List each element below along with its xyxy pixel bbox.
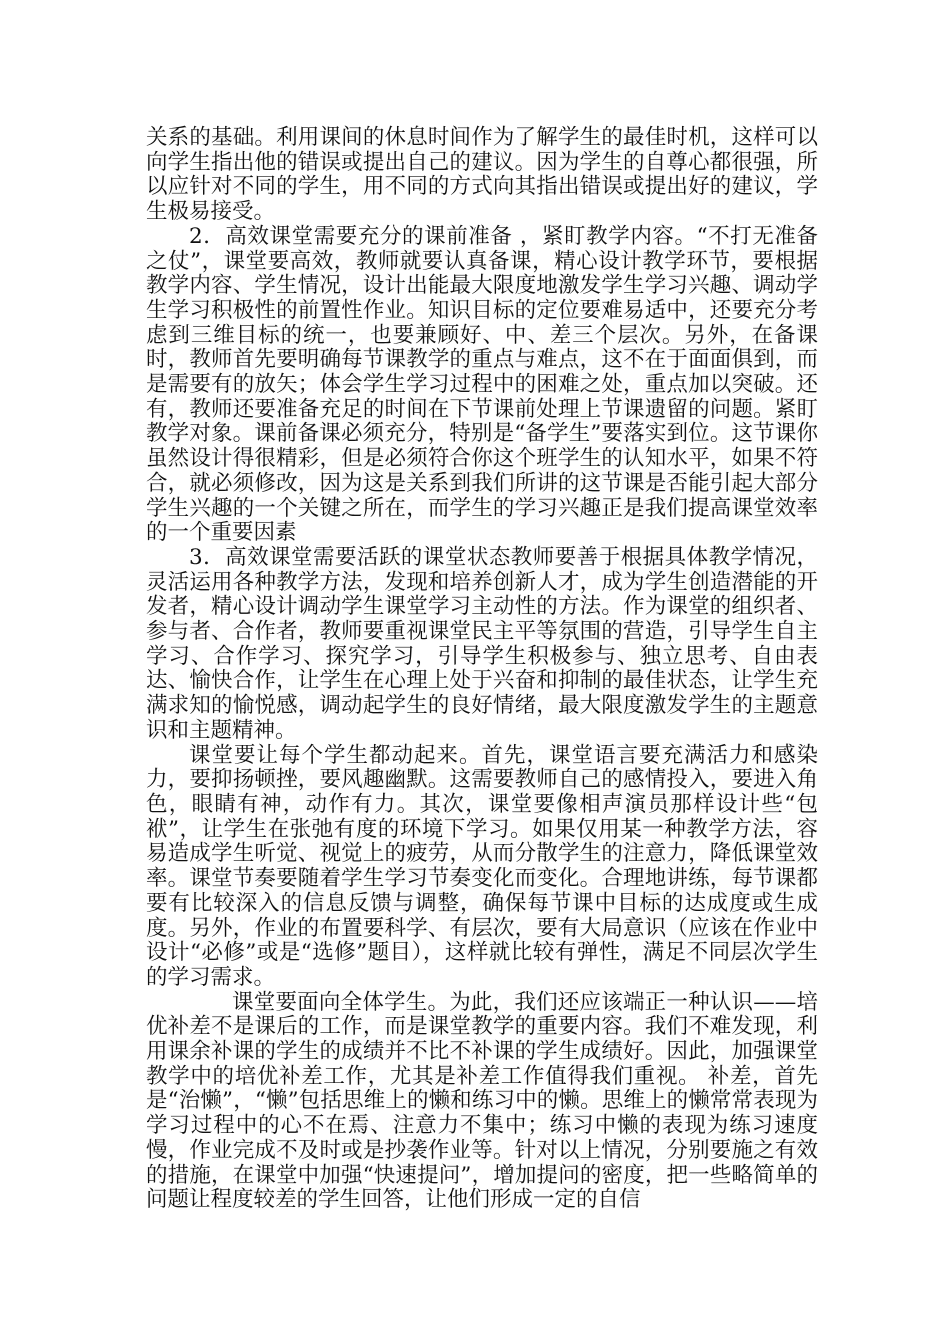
paragraph-2: 2．高效课堂需要充分的课前准备 ，紧盯教学内容。“不打无准备之仗”，课堂要高效，教师就要认真备课，精心设计教学环节，要根据教学内容、学生情况，设计出能最大限度地激发学生学习兴趣、调动学生学习积极性的前置性作业。知识目标的定位要难易适中，还要充分考虑到三维目标的统一，也要兼顾好、中、差三个层次。另外，在备课时，教师首先要明确每节课教学的重点与难点，这不在于面面俱到，而是需要有的放矢；体会学生学习过程中的困难之处，重点加以突破。还有，教师还要准备充足的时间在下节课前处理上节课遗留的问题。紧盯教学对象。课前备课必须充分，特别是“备学生”要落实到位。这节课你虽然设计得很精彩，但是必须符合你这个班学生的认知水平，如果不符合，就必须修改，因为这是关系到我们所讲的这节课是否能引起大部分学生兴趣的一个关键之所在，而学生的学习兴趣正是我们提高课堂效率的一个重要因素 [146, 223, 818, 546]
paragraph-4: 课堂要让每个学生都动起来。首先，课堂语言要充满活力和感染力，要抑扬顿挫，要风趣幽默。这需要教师自己的感情投入，要进入角色，眼睛有神，动作有力。其次，课堂要像相声演员那样设计些“包袱”，让学生在张弛有度的环境下学习。如果仅用某一种教学方法，容易造成学生听觉、视觉上的疲劳，从而分散学生的注意力，降低课堂效率。课堂节奏要随着学生学习节奏变化而变化。合理地讲练，每节课都要有比较深入的信息反馈与调整，确保每节课中目标的达成度或生成度。另外，作业的布置要科学、有层次，要有大局意识（应该在作业中设计“必修”或是“选修”题目），这样就比较有弹性，满足不同层次学生的学习需求。 [146, 742, 818, 990]
document-page [146, 126, 818, 1213]
paragraph-5: 课堂要面向全体学生。为此，我们还应该端正一种认识——培优补差不是课后的工作，而是课堂教学的重要内容。我们不难发现，利用课余补课的学生的成绩并不比不补课的学生成绩好。因此，加强课堂教学中的培优补差工作，尤其是补差工作值得我们重视。 补差，首先是“治懒”，“懒”包括思维上的懒和练习中的懒。思维上的懒常常表现为学习过程中的心不在焉、注意力不集中；练习中懒的表现为练习速度慢，作业完成不及时或是抄袭作业等。针对以上情况，分别要施之有效的措施，在课堂中加强“快速提问”，增加提问的密度，把一些略简单的问题让程度较差的学生回答，让他们形成一定的自信 [146, 989, 818, 1213]
paragraph-3: 3．高效课堂需要活跃的课堂状态教师要善于根据具体教学情况，灵活运用各种教学方法，发现和培养创新人才，成为学生创造潜能的开发者，精心设计调动学生课堂学习主动性的方法。作为课堂的组织者、参与者、合作者，教师要重视课堂民主平等氛围的营造，引导学生自主学习、合作学习、探究学习，引导学生积极参与、独立思考、自由表达、愉快合作，让学生在心理上处于兴奋和抑制的最佳状态，让学生充满求知的愉悦感，调动起学生的良好情绪，最大限度激发学生的主题意识和主题精神。 [146, 544, 818, 743]
paragraph-1: 关系的基础。利用课间的休息时间作为了解学生的最佳时机，这样可以向学生指出他的错误或提出自己的建议。因为学生的自尊心都很强，所以应针对不同的学生，用不同的方式向其指出错误或提出好的建议，学生极易接受。 [146, 125, 818, 225]
